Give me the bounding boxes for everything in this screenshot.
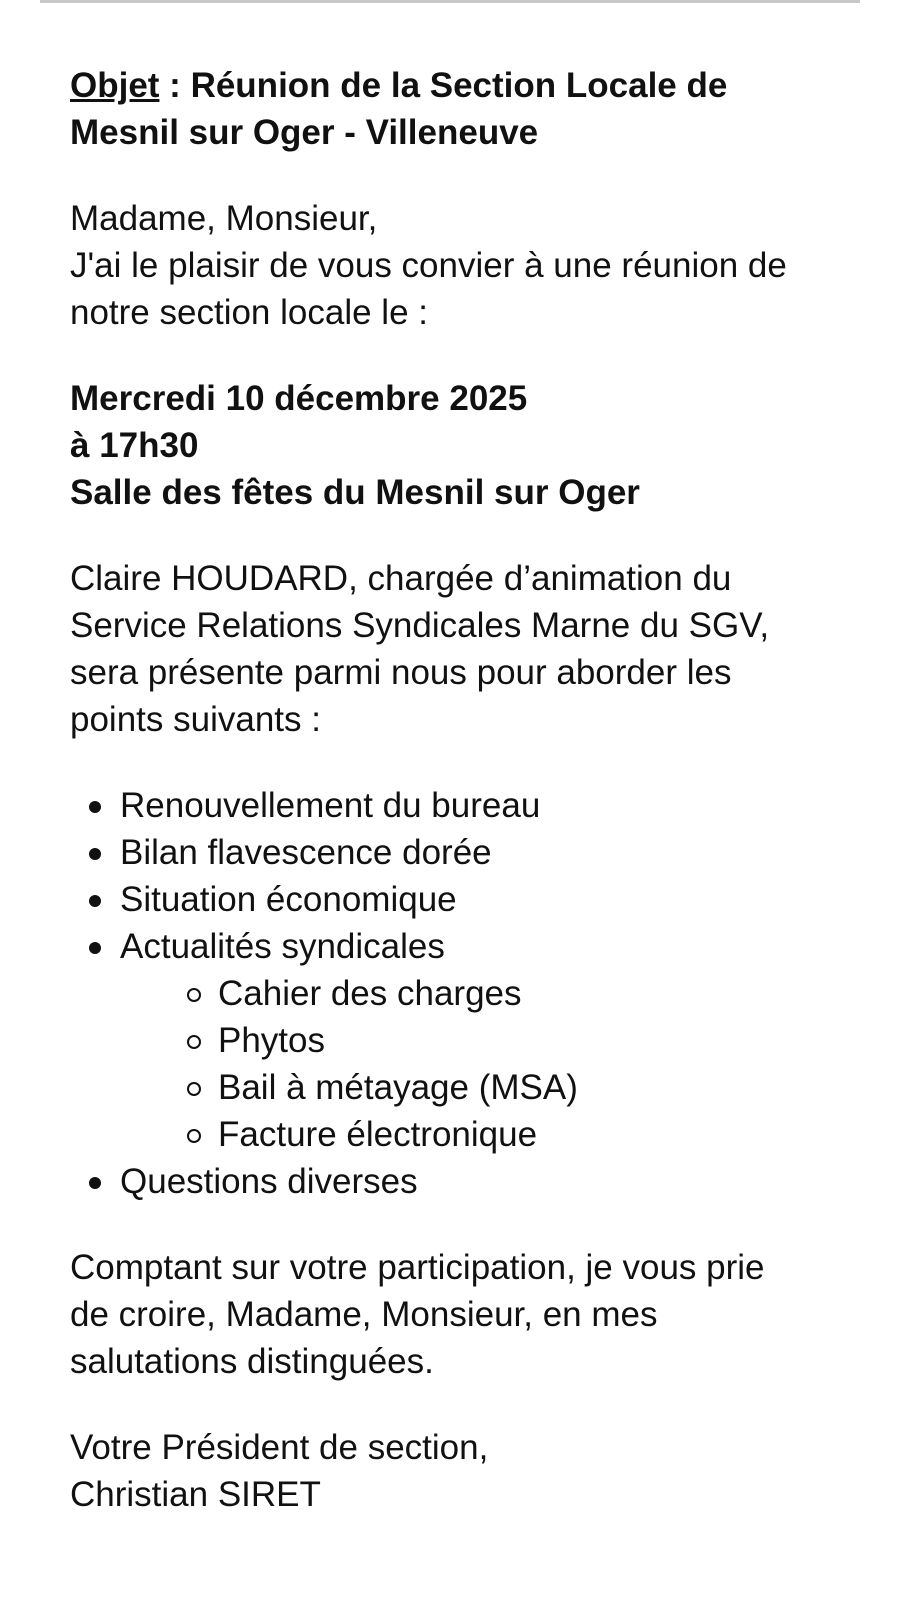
event-time: à 17h30 bbox=[70, 426, 199, 465]
agenda-subitem-text: Phytos bbox=[218, 1021, 325, 1060]
signature-role: Votre Président de section, bbox=[70, 1428, 489, 1467]
agenda-item-text: Actualités syndicales bbox=[120, 927, 445, 966]
event-date: Mercredi 10 décembre 2025 bbox=[70, 379, 528, 418]
greeting-paragraph bbox=[70, 195, 885, 336]
agenda-item-text: Bilan flavescence dorée bbox=[120, 833, 492, 872]
agenda-subitem bbox=[70, 1064, 885, 1111]
circle-bullet-icon bbox=[187, 1082, 201, 1096]
agenda-subitem bbox=[70, 1111, 885, 1158]
top-divider bbox=[40, 0, 860, 3]
closing-paragraph bbox=[70, 1244, 885, 1385]
intro-line-2: Service Relations Syndicales Marne du SGV, bbox=[70, 606, 770, 645]
agenda-subitem-text: Cahier des charges bbox=[218, 974, 522, 1013]
agenda-sublist-container bbox=[70, 970, 885, 1158]
intro-paragraph bbox=[70, 555, 885, 743]
agenda-item bbox=[70, 782, 885, 829]
agenda-subitem-text: Facture électronique bbox=[218, 1115, 538, 1154]
agenda-item-text: Questions diverses bbox=[120, 1162, 418, 1201]
agenda-item-text: Renouvellement du bureau bbox=[120, 786, 541, 825]
bullet-icon bbox=[89, 801, 101, 813]
closing-line-3: salutations distinguées. bbox=[70, 1342, 434, 1381]
bullet-icon bbox=[89, 895, 101, 907]
letter-body bbox=[70, 62, 885, 1557]
greeting-line-1: J'ai le plaisir de vous convier à une réunion de bbox=[70, 246, 787, 285]
agenda-subitem-text: Bail à métayage (MSA) bbox=[218, 1068, 578, 1107]
event-location: Salle des fêtes du Mesnil sur Oger bbox=[70, 473, 640, 512]
circle-bullet-icon bbox=[187, 1035, 201, 1049]
intro-line-4: points suivants : bbox=[70, 700, 321, 739]
signature-name: Christian SIRET bbox=[70, 1475, 321, 1514]
event-details bbox=[70, 375, 885, 516]
circle-bullet-icon bbox=[187, 1129, 201, 1143]
agenda-item bbox=[70, 923, 885, 970]
bullet-icon bbox=[89, 1177, 101, 1189]
agenda-item bbox=[70, 1158, 885, 1205]
subject-line-1 bbox=[70, 62, 885, 109]
agenda-item-text: Situation économique bbox=[120, 880, 457, 919]
closing-line-1: Comptant sur votre participation, je vous prie bbox=[70, 1248, 765, 1287]
subject-line-2: Mesnil sur Oger - Villeneuve bbox=[70, 113, 539, 152]
subject-separator: : bbox=[159, 66, 191, 105]
intro-line-1: Claire HOUDARD, chargée d’animation du bbox=[70, 559, 732, 598]
subject-heading bbox=[70, 62, 885, 156]
bullet-icon bbox=[89, 848, 101, 860]
agenda-item bbox=[70, 829, 885, 876]
subject-text-1: Réunion de la Section Locale de bbox=[190, 66, 728, 105]
agenda-subitem bbox=[70, 970, 885, 1017]
agenda-list bbox=[70, 782, 885, 1205]
closing-line-2: de croire, Madame, Monsieur, en mes bbox=[70, 1295, 658, 1334]
greeting-line-2: notre section locale le : bbox=[70, 293, 428, 332]
salutation: Madame, Monsieur, bbox=[70, 199, 378, 238]
agenda-sublist bbox=[70, 970, 885, 1158]
agenda-subitem bbox=[70, 1017, 885, 1064]
subject-label: Objet bbox=[70, 66, 160, 105]
intro-line-3: sera présente parmi nous pour aborder les bbox=[70, 653, 732, 692]
bullet-icon bbox=[89, 942, 101, 954]
signature-block bbox=[70, 1424, 885, 1518]
circle-bullet-icon bbox=[187, 988, 201, 1002]
agenda-item bbox=[70, 876, 885, 923]
